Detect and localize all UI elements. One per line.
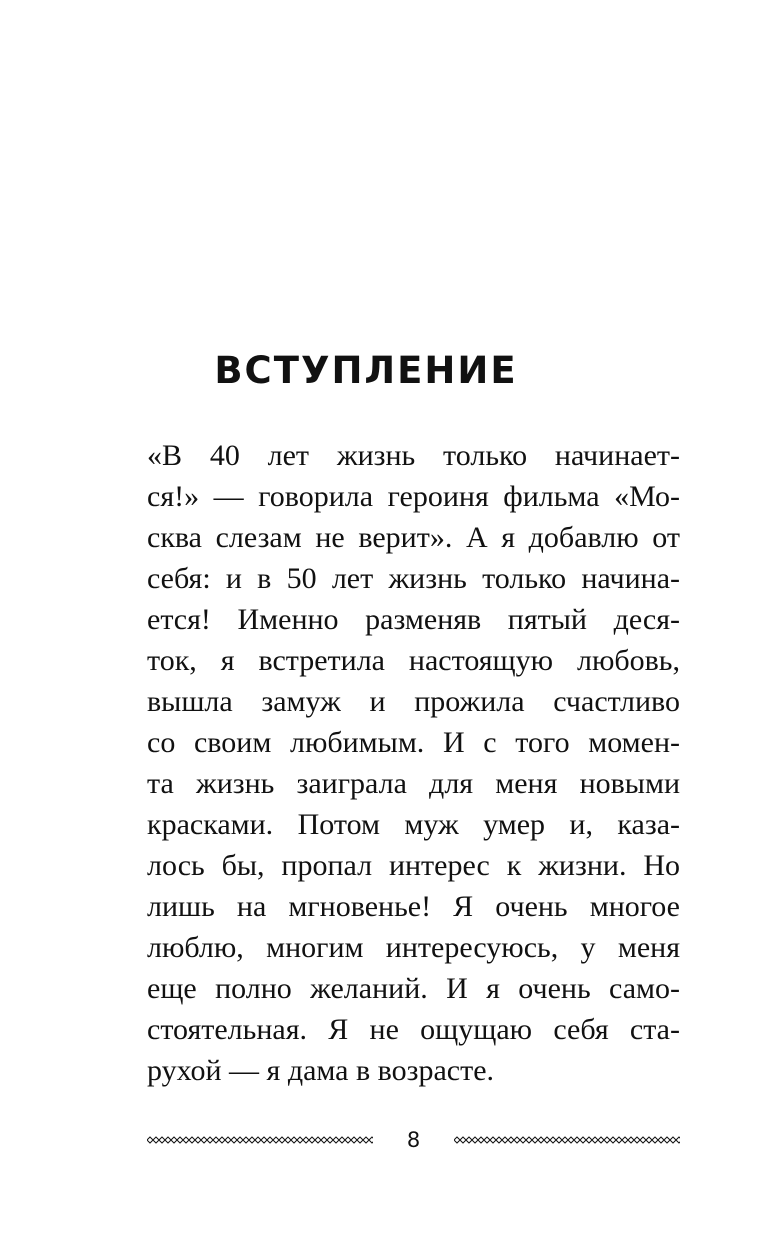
text-line: лишь на мгновенье! Я очень многое: [147, 890, 680, 923]
text-line: еще полно желаний. И я очень само-: [147, 972, 680, 1005]
text-line: рухой — я дама в возрасте.: [147, 1054, 495, 1087]
zigzag-ornament-icon: [454, 1136, 680, 1144]
text-line: «В 40 лет жизнь только начинает-: [147, 439, 680, 472]
page-footer: [147, 1125, 680, 1155]
text-line: лось бы, пропал интерес к жизни. Но: [147, 849, 680, 882]
text-line: ется! Именно разменяв пятый деся-: [147, 603, 680, 636]
text-line: ток, я встретила настоящую любовь,: [147, 644, 680, 677]
text-line: вышла замуж и прожила счастливо: [147, 685, 680, 718]
page-number: 8: [406, 1128, 421, 1152]
text-line: красками. Потом муж умер и, каза-: [147, 808, 680, 841]
text-line: сква слезам не верит». А я добавлю от: [147, 521, 680, 554]
body-text: [147, 435, 680, 1091]
chapter-title: ВСТУПЛЕНИЕ: [214, 349, 518, 392]
zigzag-ornament-icon: [147, 1136, 373, 1144]
text-line: себя: и в 50 лет жизнь только начина-: [147, 562, 680, 595]
text-line: люблю, многим интересуюсь, у меня: [147, 931, 680, 964]
text-line: та жизнь заиграла для меня новыми: [147, 767, 680, 800]
text-line: со своим любимым. И с того момен-: [147, 726, 680, 759]
text-line: стоятельная. Я не ощущаю себя ста-: [147, 1013, 680, 1046]
text-line: ся!» — говорила героиня фильма «Мо-: [147, 480, 680, 513]
